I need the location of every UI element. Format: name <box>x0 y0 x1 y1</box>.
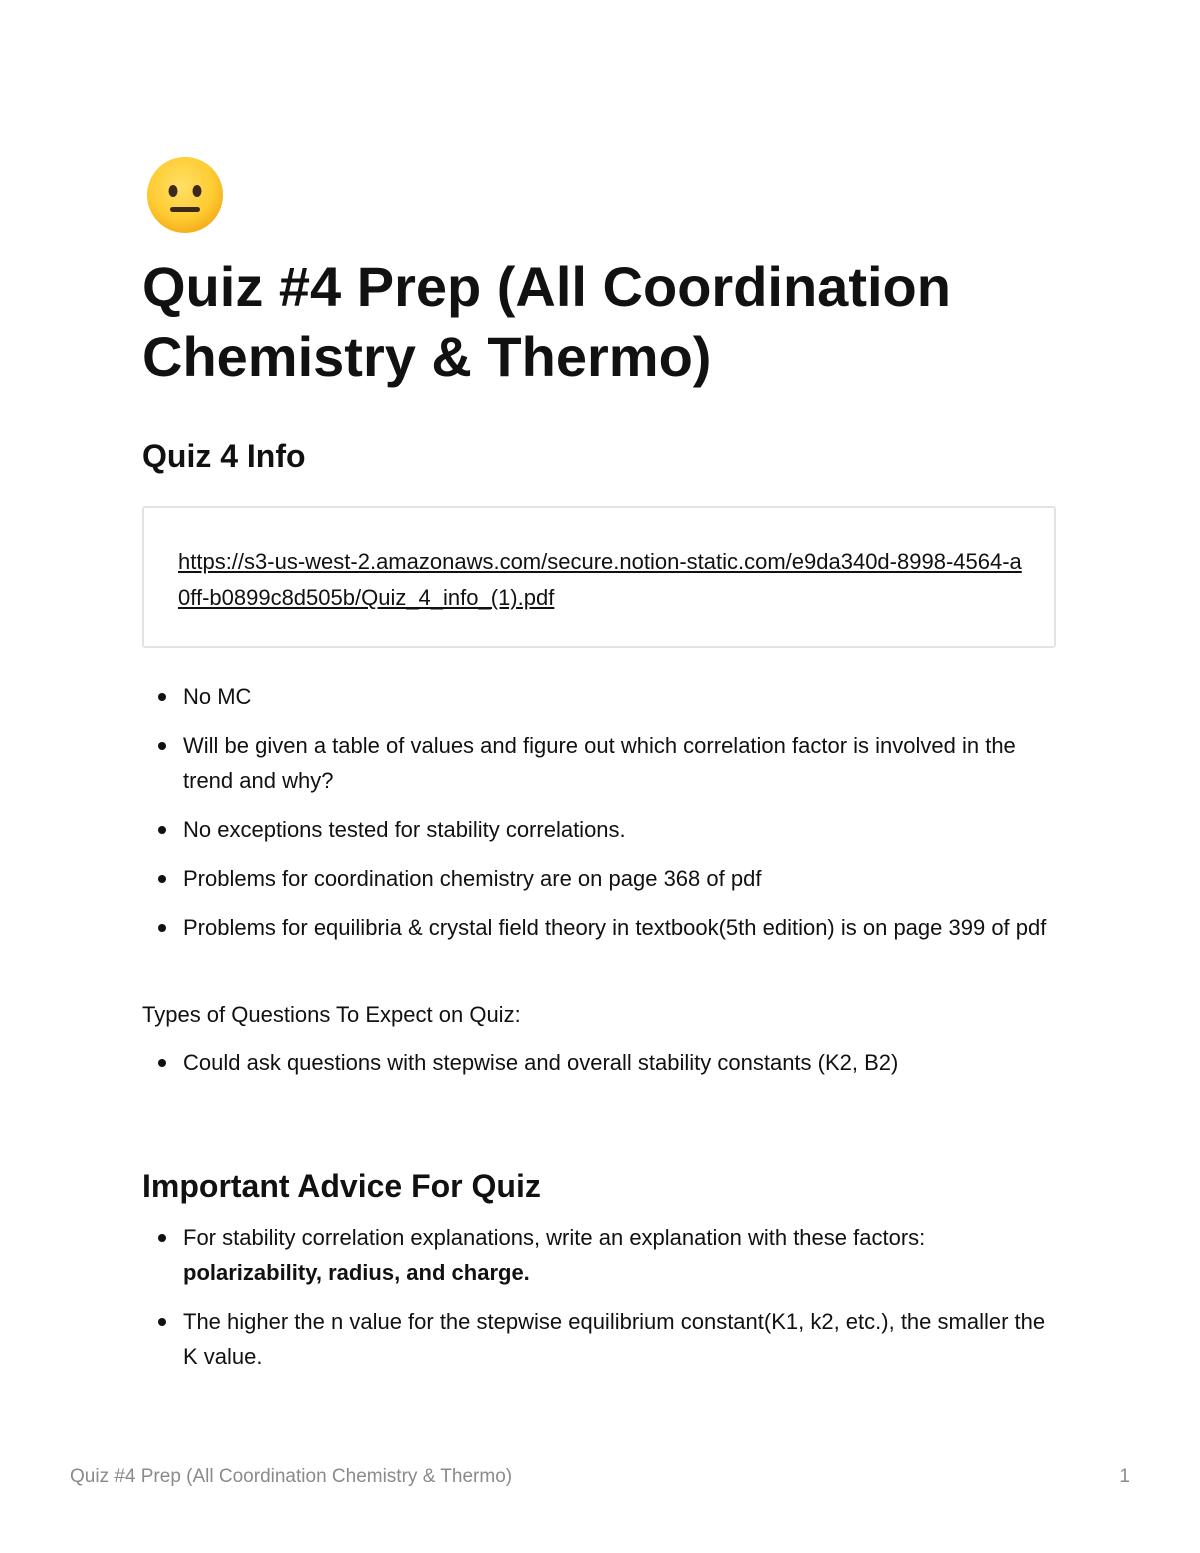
list-item <box>142 728 1058 798</box>
question-types-list <box>142 1045 1058 1094</box>
list-item-text: For stability correlation explanations, write an explanation with these factors: <box>183 1225 926 1250</box>
bullet-icon <box>158 1059 166 1067</box>
list-item <box>142 910 1058 945</box>
bullet-icon <box>158 924 166 932</box>
neutral-face-emoji-icon <box>145 155 225 235</box>
file-embed-block[interactable] <box>142 506 1056 648</box>
list-item-text: Problems for equilibria & crystal field theory in textbook(5th edition) is on page 399 of pdf <box>183 915 1047 940</box>
list-item <box>142 1304 1058 1374</box>
list-item-text: No MC <box>183 684 252 709</box>
bullet-icon <box>158 875 166 883</box>
bullet-icon <box>158 1234 166 1242</box>
list-item-text: Problems for coordination chemistry are on page 368 of pdf <box>183 866 762 891</box>
footer-page-number: 1 <box>1119 1466 1130 1487</box>
advice-list <box>142 1220 1058 1388</box>
bullet-icon <box>158 693 166 701</box>
list-item <box>142 1220 1058 1290</box>
list-item-text: The higher the n value for the stepwise equilibrium constant(K1, k2, etc.), the smaller the K value. <box>183 1309 1046 1369</box>
list-item-bold-text: polarizability, radius, and charge. <box>183 1260 530 1285</box>
list-item <box>142 679 1058 714</box>
quiz-info-list <box>142 679 1058 959</box>
list-item-text: Will be given a table of values and figure out which correlation factor is involved in the trend and why? <box>183 733 1016 793</box>
section-heading-advice: Important Advice For Quiz <box>142 1168 541 1204</box>
pdf-link[interactable]: https://s3-us-west-2.amazonaws.com/secure.notion-static.com/e9da340d-8998-4564-a0ff-b0899c8d505b/Quiz_4_info_(1).pdf <box>178 549 1022 610</box>
list-item-text: Could ask questions with stepwise and overall stability constants (K2, B2) <box>183 1050 899 1075</box>
section-heading-quiz-info: Quiz 4 Info <box>142 438 306 474</box>
list-item <box>142 1045 1058 1080</box>
bullet-icon <box>158 1318 166 1326</box>
bullet-icon <box>158 826 166 834</box>
list-item <box>142 812 1058 847</box>
page-title: Quiz #4 Prep (All Coordination Chemistry & Thermo) <box>142 255 951 388</box>
list-item <box>142 861 1058 896</box>
list-item-text: No exceptions tested for stability correlations. <box>183 817 626 842</box>
footer-document-title: Quiz #4 Prep (All Coordination Chemistry & Thermo) <box>70 1466 513 1487</box>
question-types-label: Types of Questions To Expect on Quiz: <box>142 1002 521 1027</box>
bullet-icon <box>158 742 166 750</box>
